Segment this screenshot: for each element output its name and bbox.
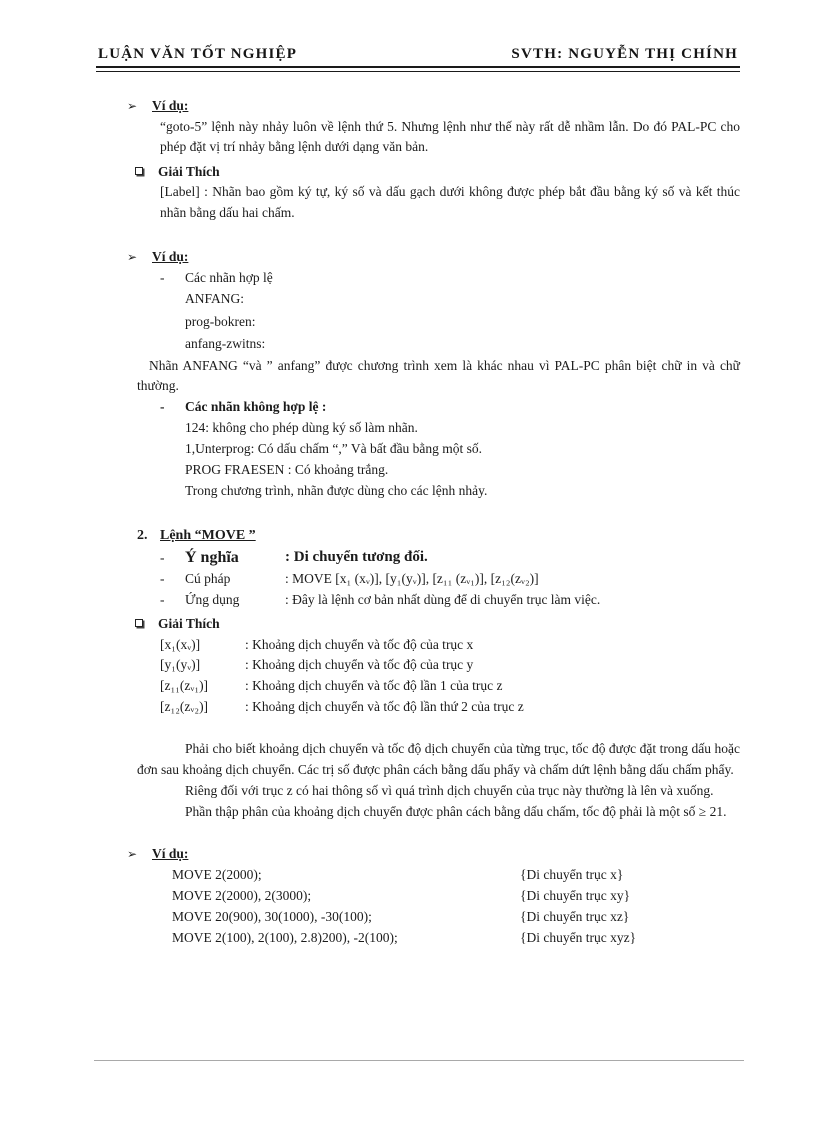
invalid-label-item: 1,Unterprog: Có dấu chấm “,” Và bất đầu bằng một số.	[185, 441, 483, 456]
header-left-title: LUẬN VĂN TỐT NGHIỆP	[98, 46, 298, 62]
definition-text: : Khoảng dịch chuyển và tốc độ của trục x	[245, 636, 474, 652]
invalid-label-item: PROG FRAESEN : Có khoảng trắng.	[185, 462, 389, 477]
body-paragraph: Phần thập phân của khoảng dịch chuyển được phân cách bằng dấu chấm, tốc độ phải là một số ≥ 21.	[185, 803, 727, 819]
definition-text: : Khoảng dịch chuyển và tốc độ của trục y	[245, 657, 474, 673]
definition-row	[160, 635, 740, 656]
invalid-label-item: 124: không cho phép dùng ký số làm nhãn.	[185, 420, 418, 435]
explain2-label: Giải Thích	[158, 616, 220, 631]
code-text: MOVE 2(2000), 2(3000);	[172, 888, 312, 904]
valid-label-item: prog-bokren:	[185, 313, 256, 329]
valid-labels-heading-text: Các nhãn hợp lệ	[185, 269, 273, 285]
invalid-labels-list	[185, 417, 740, 501]
page-header	[98, 44, 738, 65]
dash-bullet: -	[160, 398, 165, 414]
dash-bullet: -	[160, 571, 165, 586]
code-row	[172, 885, 740, 906]
definition-text: : Khoảng dịch chuyển và tốc độ lần thứ 2 của trục z	[245, 698, 524, 714]
meaning-label: Ý nghĩa	[185, 549, 239, 566]
definition-term: [z₁₂(zᵥ₂)]	[160, 698, 209, 714]
invalid-label-item: Trong chương trình, nhãn được dùng cho các lệnh nhảy.	[185, 483, 488, 498]
code-text: MOVE 2(100), 2(100), 2.8)200), -2(100);	[172, 930, 398, 946]
dash-bullet: -	[160, 269, 165, 285]
code-comment: {Di chuyển trục xy}	[520, 888, 631, 904]
code-row	[172, 906, 740, 927]
code-row	[172, 864, 740, 885]
explain1-paragraph: [Label] : Nhãn bao gồm ký tự, ký số và dấu gạch dưới không được phép bắt đầu bằng ký số và kết thúc nhãn bằng dấu hai chấm.	[160, 184, 740, 220]
valid-label-item: ANFANG:	[185, 291, 245, 306]
usage-row	[160, 589, 740, 610]
section-number: 2.	[137, 528, 148, 543]
definition-text: : Khoảng dịch chuyển và tốc độ lần 1 của trục z	[245, 678, 503, 694]
definition-row	[160, 697, 740, 718]
syntax-row	[160, 568, 740, 589]
valid-label-item: anfang-zwitns:	[185, 336, 266, 351]
definition-term: [z₁₁(zᵥ₁)]	[160, 678, 209, 694]
example3-label: Ví dụ:	[152, 845, 189, 861]
valid-labels-list	[185, 288, 740, 356]
invalid-labels-heading	[160, 397, 740, 418]
example2-label: Ví dụ:	[152, 249, 189, 264]
explain1-heading	[135, 162, 740, 183]
code-text: MOVE 20(900), 30(1000), -30(100);	[172, 909, 372, 925]
arrow-bullet-icon: ➢	[127, 99, 138, 113]
section-title: Lệnh “MOVE ”	[160, 528, 256, 543]
definitions-list	[100, 635, 740, 718]
code-comment: {Di chuyển trục xyz}	[520, 930, 637, 946]
usage-label: Ứng dụng	[185, 592, 240, 607]
example1-label: Ví dụ:	[152, 98, 189, 113]
explain1-label: Giải Thích	[158, 163, 220, 179]
syntax-label: Cú pháp	[185, 571, 231, 586]
code-text: MOVE 2(2000);	[172, 867, 262, 883]
labels-note-paragraph: Nhãn ANFANG “và ” anfang” được chương trình xem là khác nhau vì PAL-PC phân biệt chữ in và chữ thường.	[137, 357, 740, 393]
square-bullet-icon	[135, 167, 143, 175]
usage-value: : Đây là lệnh cơ bản nhất dùng để di chuyển trục làm việc.	[285, 592, 601, 607]
code-comment: {Di chuyển trục xz}	[520, 909, 630, 925]
explain2-heading	[135, 614, 740, 635]
definition-row	[160, 655, 740, 676]
meaning-row	[160, 547, 740, 568]
code-row	[172, 927, 740, 948]
footer-rule	[94, 1060, 744, 1061]
definition-term: [x₁(xᵥ)]	[160, 636, 201, 652]
header-right-title: SVTH: NGUYỄN THỊ CHÍNH	[511, 46, 738, 62]
body-paragraph: Phải cho biết khoảng dịch chuyển và tốc độ dịch chuyển của từng trục, tốc độ được đặt trong dấu hoặc đơn sau khoảng dịch chuyển. Các trị số được phân cách bằng dấu phẩy và chấm dứt lệnh bằng dấu chấm phẩy.	[137, 740, 740, 777]
dash-bullet: -	[160, 550, 165, 565]
dash-bullet: -	[160, 592, 165, 607]
code-comment: {Di chuyển trục x}	[520, 867, 624, 883]
definition-row	[160, 676, 740, 697]
definition-term: [y₁(yᵥ)]	[160, 657, 201, 673]
body-paragraph: Riêng đối với trục z có hai thông số vì quá trình dịch chuyển của trục này thường là lên và xuống.	[185, 782, 714, 798]
example1-heading	[127, 96, 740, 117]
valid-labels-heading	[160, 268, 740, 289]
move-section-heading	[137, 525, 740, 547]
move-examples-list	[172, 864, 740, 948]
meaning-value: : Di chuyển tương đối.	[285, 549, 428, 565]
example3-heading	[127, 844, 740, 865]
invalid-labels-heading-text: Các nhãn không hợp lệ :	[185, 398, 327, 414]
syntax-value: : MOVE [x₁ (xᵥ)], [y₁(yᵥ)], [z₁₁ (zᵥ₁)], [z₁₂(zᵥ₂)]	[285, 571, 539, 586]
arrow-bullet-icon: ➢	[127, 846, 138, 861]
document-body	[100, 96, 740, 948]
example1-paragraph: “goto-5” lệnh này nhảy luôn về lệnh thứ 5. Nhưng lệnh như thế này rất dễ nhầm lẫn. Do đó PAL-PC cho phép đặt vị trí nhảy bằng lệnh dưới dạng văn bản.	[160, 118, 740, 154]
arrow-bullet-icon: ➢	[127, 250, 138, 264]
example2-heading	[127, 247, 740, 268]
square-bullet-icon	[135, 619, 143, 627]
header-rule	[96, 66, 740, 72]
body-paragraphs	[100, 738, 740, 822]
